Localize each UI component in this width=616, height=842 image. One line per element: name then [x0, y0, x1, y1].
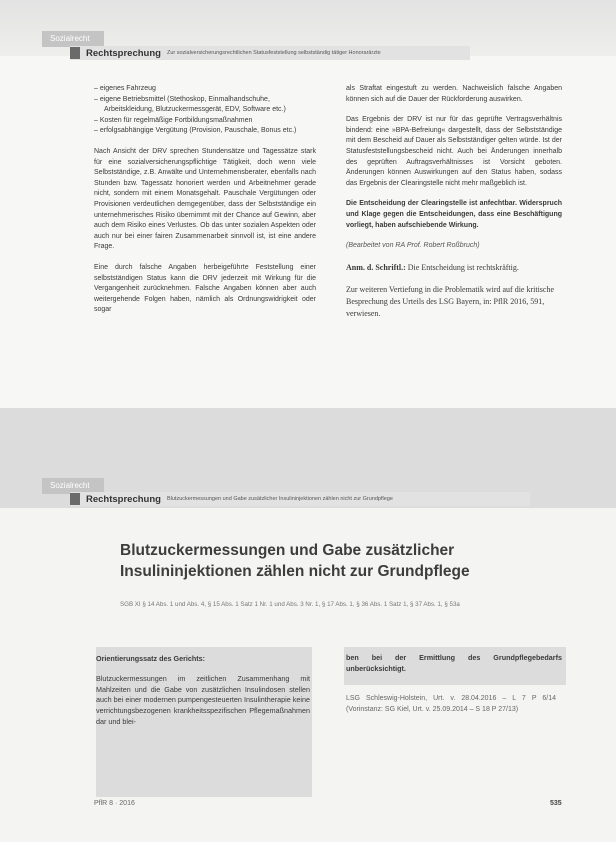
lower-section-title: Rechtsprechung	[86, 493, 161, 505]
list-item: – erfolgsabhängige Vergütung (Provision, Pauschale, Bonus etc.)	[94, 126, 316, 137]
headline-line-1: Blutzuckermessungen und Gabe zusätzlicher	[120, 542, 455, 559]
list-item: – eigene Betriebsmittel (Stethoskop, Einmalhandschuhe, Arbeitskleidung, Blutzuckermessgerät, EDV, Software etc.)	[94, 95, 316, 116]
left-column	[94, 84, 316, 326]
annotation-label: Anm. d. Schriftl.:	[346, 262, 406, 272]
right-paragraph-3: Die Entscheidung der Clearingstelle ist anfechtbar. Widerspruch und Klage gegen die Entscheidungen, dass eine Beschäftigung vorliegt, haben aufschiebende Wirkung.	[346, 200, 562, 229]
top-section-tab	[42, 31, 104, 47]
annotation	[346, 262, 562, 274]
top-tab-label: Sozialrecht	[50, 34, 90, 43]
lower-section-subtitle: Blutzuckermessungen und Gabe zusätzlicher Insulininjektionen zählen nicht zur Grundpflege	[166, 496, 393, 502]
page-number: 535	[550, 800, 562, 807]
orientation-text: Blutzuckermessungen im zeitlichen Zusammenhang mit Mahlzeiten und die Gabe von zusätzlichen Insulindosen stellen auch bei einer modernen pumpengesteuerten Insulintherapie keine verrichtungsbezogenen krankheitsspezifischen Pflegemaßnahmen dar und blei-	[96, 673, 310, 726]
annotation-2: Zur weiteren Vertiefung in die Problematik wird auf die kritische Besprechung des Urteils des LSG Bayern, in: PflR 2016, 591, verwiesen.	[346, 284, 555, 318]
top-section-title: Rechtsprechung	[86, 47, 161, 59]
annotation-text: Die Entscheidung ist rechtskräftig.	[407, 262, 519, 272]
continuation-text	[346, 652, 562, 684]
orientation-content	[96, 654, 310, 738]
right-column	[346, 84, 562, 330]
legal-references: SGB XI § 14 Abs. 1 und Abs. 4, § 15 Abs. 1 Satz 1 Nr. 1 und Abs. 3 Nr. 1, § 17 Abs. 1, § 36 Abs. 1 Satz 1, § 37 Abs. 1, § 53a	[120, 601, 460, 608]
lower-section-bar	[70, 492, 530, 506]
court-citation	[346, 694, 556, 725]
feature-list	[94, 84, 316, 137]
continuation-paragraph: ben bei der Ermittlung des Grundpflegebedarfs unberücksichtigt.	[346, 653, 562, 673]
section-marker-icon	[70, 47, 80, 59]
article-headline	[120, 540, 470, 582]
right-paragraph-1: als Straftat eingestuft zu werden. Nachweislich falsche Angaben können sich auf die Dauer der Rückforderung auswirken.	[346, 85, 562, 103]
top-section-subtitle: Zur sozialversicherungsrechtlichen Statusfeststellung selbstständig tätiger Honorarärzte	[166, 50, 381, 56]
left-paragraph-2: Eine durch falsche Angaben herbeigeführte Feststellung einer selbstständigen Status kann die DRV jederzeit mit Wirkung für die Vergangenheit zurücknehmen. Falsche Angaben können aber auch weitergehende Folgen haben, nämlich als Ordnungswidrigkeit oder sogar	[94, 263, 316, 314]
footer-journal: PflR 8 · 2016	[94, 800, 135, 807]
section-marker-icon	[70, 493, 80, 505]
headline-line-2: Insulininjektionen zählen nicht zur Grundpflege	[120, 563, 470, 580]
author-note: (Bearbeitet von RA Prof. Robert Roßbruch)	[346, 242, 480, 250]
list-item: – Kosten für regelmäßige Fortbildungsmaßnahmen	[94, 116, 316, 127]
orientation-title: Orientierungssatz des Gerichts:	[96, 654, 206, 663]
top-section-bar	[70, 46, 470, 60]
list-item: – eigenes Fahrzeug	[94, 84, 316, 95]
right-paragraph-2: Das Ergebnis der DRV ist nur für das geprüfte Vertragsverhältnis bindend: eine »BPA-Befreiung« dargestellt, dass der Selbstständige mit dem Bescheid auf Dauer als Selbstständiger gelten würde. Ist der Statusfeststellungsbescheid nicht. Auch bei Änderungen innerhalb des geprüften Auftragsverhältnisses ist Vorsicht geboten. Änderungen können Auswirkungen auf den Status haben, sodass das Ergebnis der Clearingstelle nicht mehr maßgeblich ist.	[346, 116, 562, 187]
lower-tab-label: Sozialrecht	[50, 481, 90, 490]
court-citation-text: LSG Schleswig-Holstein, Urt. v. 28.04.2016 – L 7 P 6/14 (Vorinstanz: SG Kiel, Urt. v. 25.09.2014 – S 18 P 27/13)	[346, 695, 556, 713]
left-paragraph-1: Nach Ansicht der DRV sprechen Stundensätze und Tagessätze stark für eine sozialversicherungspflichtige Tätigkeit, doch wenn viele Selbstständige, z.B. Anwälte und Unternehmensberater, ebenfalls nach Stunden bzw. Tagessatz honoriert werden und Arbeitnehmer gerade nicht, sondern mit einem Monatsgehalt. Pauschale Vergütungen oder Provisionen verdeutlichen demgegenüber, dass der Selbstständige ein unternehmerisches Risiko übernimmt mit der Chance auf Gewinn, aber auch dem Risiko eines Verlustes. Ob das unter sozialen Aspekten oder auch nur bei einer fairen Zusammenarbeit sinnvoll ist, ist eine andere Frage.	[94, 147, 316, 251]
